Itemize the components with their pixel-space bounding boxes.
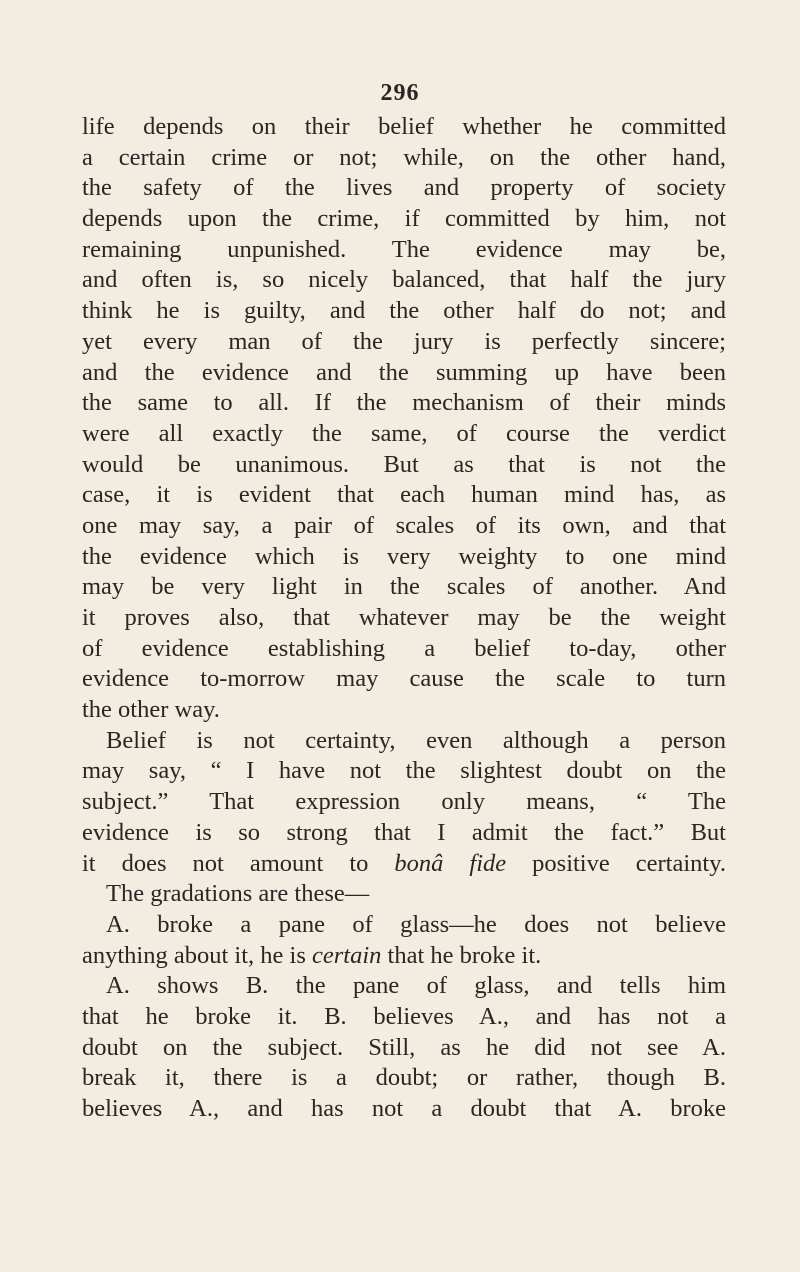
text-line: evidence to-morrow may cause the scale to turn bbox=[82, 665, 726, 693]
text-line: it proves also, that whatever may be the weight bbox=[82, 604, 726, 631]
text-line: evidence is so strong that I admit the fact.” But bbox=[82, 818, 726, 846]
text-line: may say, “ I have not the slightest doubt on the bbox=[82, 757, 726, 785]
text-line: the same to all. If the mechanism of their minds bbox=[82, 389, 726, 417]
text-line: the other way. bbox=[82, 696, 220, 724]
text-line: Belief is not certainty, even although a person bbox=[106, 726, 726, 754]
text-line: A. broke a pane of glass—he does not believe bbox=[106, 910, 726, 938]
text-line: a certain crime or not; while, on the other hand, bbox=[82, 143, 726, 171]
text-line: the evidence which is very weighty to one mind bbox=[82, 542, 726, 570]
text-line: were all exactly the same, of course the verdict bbox=[82, 419, 726, 447]
page-number: 296 bbox=[380, 80, 420, 106]
text-line: think he is guilty, and the other half do not; and bbox=[82, 297, 726, 325]
text-line: yet every man of the jury is perfectly sincere; bbox=[82, 327, 726, 355]
text-line: it does not amount to bonâ fide positive certainty. bbox=[82, 849, 726, 877]
text-line: doubt on the subject. Still, as he did not see A. bbox=[82, 1033, 726, 1061]
text-line: anything about it, he is certain that he broke it. bbox=[82, 941, 542, 969]
text-line: that he broke it. B. believes A., and has not a bbox=[82, 1002, 726, 1030]
text-line: break it, there is a doubt; or rather, though B. bbox=[82, 1064, 726, 1092]
text-line: of evidence establishing a belief to-day, other bbox=[82, 634, 726, 662]
text-line: subject.” That expression only means, “ The bbox=[82, 788, 726, 816]
text-line: the safety of the lives and property of society bbox=[82, 174, 726, 202]
text-line: A. shows B. the pane of glass, and tells him bbox=[106, 972, 726, 1000]
text-line: case, it is evident that each human mind has, as bbox=[82, 481, 726, 509]
text-line: depends upon the crime, if committed by him, not bbox=[82, 205, 726, 233]
text-line: life depends on their belief whether he committed bbox=[82, 113, 726, 140]
text-line: would be unanimous. But as that is not the bbox=[82, 450, 726, 478]
body-text bbox=[82, 112, 726, 1125]
italic-phrase: bonâ fide bbox=[394, 849, 507, 877]
text-line: one may say, a pair of scales of its own, and that bbox=[82, 511, 726, 539]
italic-phrase: certain bbox=[312, 941, 382, 969]
text-line: and often is, so nicely balanced, that half the jury bbox=[82, 266, 726, 294]
text-line: may be very light in the scales of another. And bbox=[82, 573, 726, 601]
text-line: remaining unpunished. The evidence may be, bbox=[82, 235, 726, 263]
text-line: believes A., and has not a doubt that A. broke bbox=[82, 1095, 726, 1122]
text-line: and the evidence and the summing up have been bbox=[82, 358, 726, 386]
text-line: The gradations are these— bbox=[106, 880, 370, 908]
